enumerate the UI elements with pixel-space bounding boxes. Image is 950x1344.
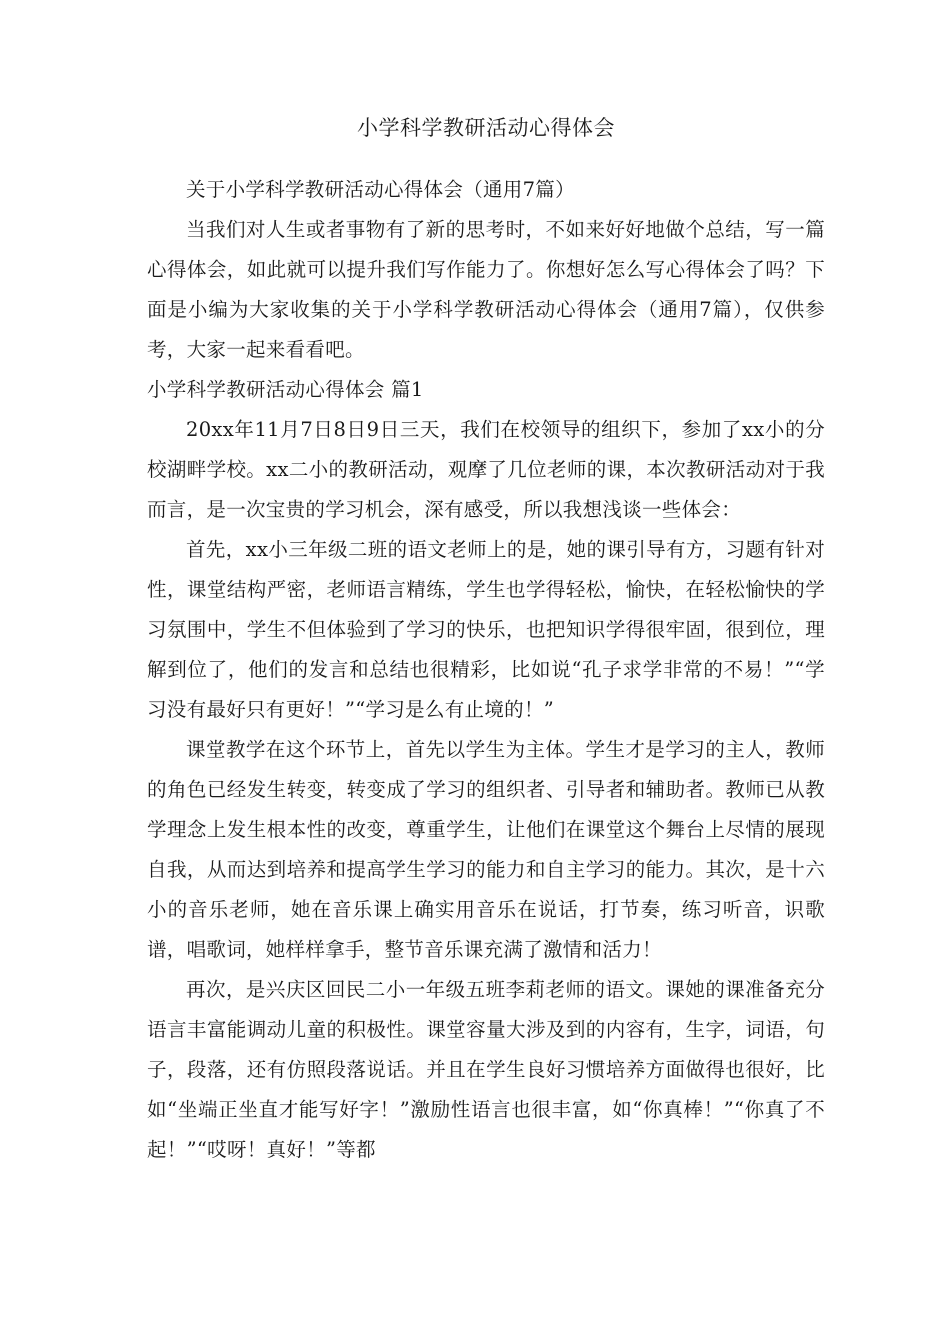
document-subtitle: 关于小学科学教研活动心得体会（通用7篇） bbox=[186, 178, 575, 201]
body-paragraph: 首先，xx小三年级二班的语文老师上的是，她的课引导有方，习题有针对性，课堂结构严密，老师语言精练，学生也学得轻松，愉快，在轻松愉快的学习氛围中，学生不但体验到了学习的快乐，也把知识学得很牢固，很到位，理解到位了，他们的发言和总结也很精彩，比如说“孔子求学非常的不易！”“学习没有最好只有更好！”“学习是么有止境的！” bbox=[147, 538, 825, 721]
document-title: 小学科学教研活动心得体会 bbox=[357, 116, 615, 140]
body-paragraph: 再次，是兴庆区回民二小一年级五班李莉老师的语文。课她的课准备充分语言丰富能调动儿童的积极性。课堂容量大涉及到的内容有，生字，词语，句子，段落，还有仿照段落说话。并且在学生良好习惯培养方面做得也很好，比如“坐端正坐直才能写好字！”激励性语言也很丰富，如“你真棒！”“你真了不起！”“哎呀！真好！”等都 bbox=[147, 978, 825, 1161]
body-paragraph: 课堂教学在这个环节上，首先以学生为主体。学生才是学习的主人，教师的角色已经发生转变，转变成了学习的组织者、引导者和辅助者。教师已从教学理念上发生根本性的改变，尊重学生，让他们在课堂这个舞台上尽情的展现自我，从而达到培养和提高学生学习的能力和自主学习的能力。其次，是十六小的音乐老师，她在音乐课上确实用音乐在说话，打节奏，练习听音，识歌谱，唱歌词，她样样拿手，整节音乐课充满了激情和活力！ bbox=[147, 738, 825, 961]
intro-paragraph: 当我们对人生或者事物有了新的思考时，不如来好好地做个总结，写一篇心得体会，如此就可以提升我们写作能力了。你想好怎么写心得体会了吗？下面是小编为大家收集的关于小学科学教研活动心得体会（通用7篇），仅供参考，大家一起来看看吧。 bbox=[147, 218, 825, 361]
body-paragraph: 20xx年11月7日8日9日三天，我们在校领导的组织下，参加了xx小的分校湖畔学校。xx二小的教研活动，观摩了几位老师的课，本次教研活动对于我而言，是一次宝贵的学习机会，深有感受，所以我想浅谈一些体会： bbox=[147, 418, 825, 521]
document-body bbox=[147, 170, 825, 1170]
section-heading: 小学科学教研活动心得体会 篇1 bbox=[147, 378, 424, 401]
